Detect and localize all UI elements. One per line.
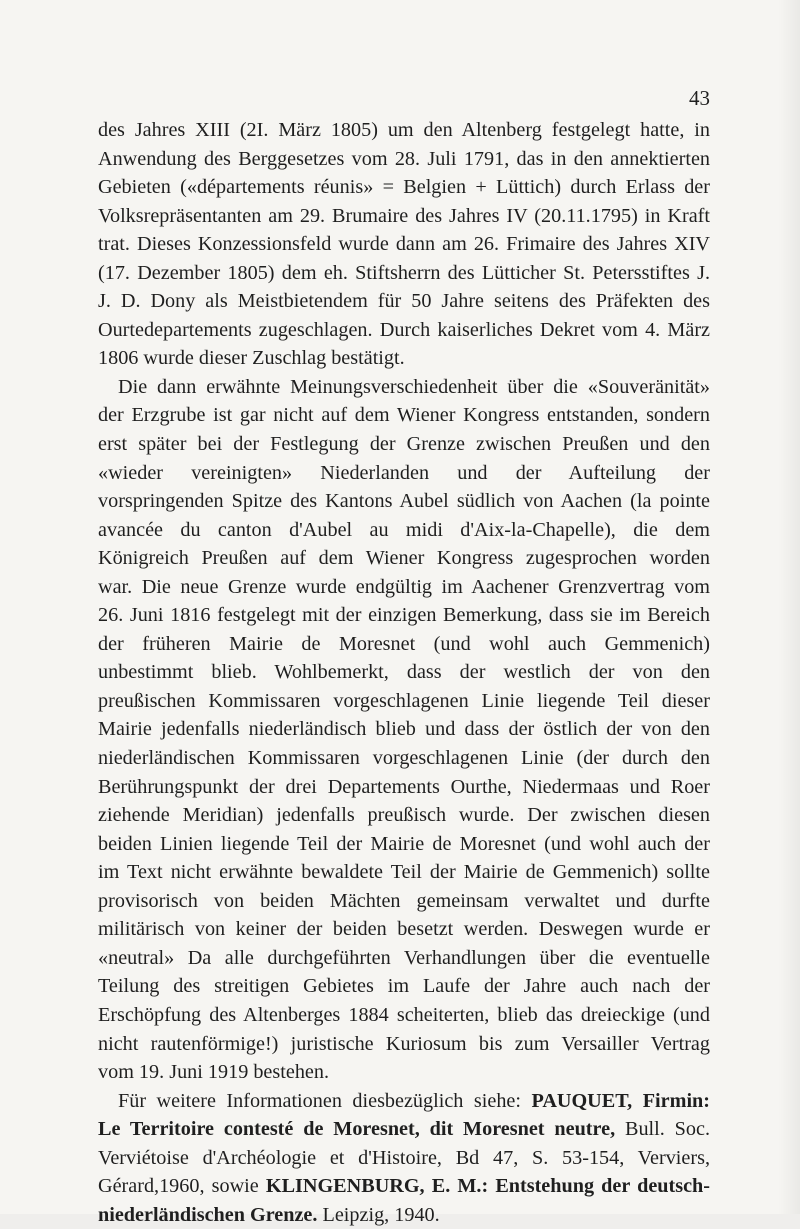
text-line: vom 19. Juni 1919 bestehen. — [98, 1061, 330, 1084]
text-line: (17. Dezember 1805) dem eh. Stiftsherrn des Lütticher St. Petersstiftes J. — [98, 261, 710, 284]
text-line: Berührungspunkt der drei Departements Ourthe, Niedermaas und Roer — [98, 775, 710, 798]
text-line — [98, 1115, 710, 1144]
text-line — [98, 1087, 710, 1116]
reference-publisher: Gérard,1960, sowie — [98, 1175, 266, 1198]
text-line: 26. Juni 1816 festgelegt mit der einzigen Bemerkung, dass sie im Bereich — [98, 604, 710, 627]
text-line: avancée du canton d'Aubel au midi d'Aix-la-Chapelle), die dem — [98, 518, 710, 541]
text-line: der früheren Mairie de Moresnet (und wohl auch Gemmenich) — [98, 632, 710, 655]
text-line: ziehende Meridian) jedenfalls preußisch wurde. Der zwischen diesen — [98, 804, 710, 827]
reference-author: PAUQUET, Firmin: — [531, 1089, 711, 1112]
text-line: provisorisch von beiden Mächten gemeinsam verwaltet und durfte — [98, 889, 710, 912]
text-line: vorspringenden Spitze des Kantons Aubel südlich von Aachen (la pointe — [98, 490, 710, 513]
text-line: Ourtedepartements zugeschlagen. Durch kaiserliches Dekret vom 4. März — [98, 318, 710, 341]
text-line: erst später bei der Festlegung der Grenze zwischen Preußen und den — [98, 433, 710, 456]
text-line: Königreich Preußen auf dem Wiener Kongress zugesprochen worden — [98, 547, 710, 570]
text-line: «wieder vereinigten» Niederlanden und der Aufteilung der — [98, 461, 710, 484]
text-line: trat. Dieses Konzessionsfeld wurde dann am 26. Frimaire des Jahres XIV — [98, 233, 710, 256]
text-line: 1806 wurde dieser Zuschlag bestätigt. — [98, 347, 405, 370]
text-line: Erschöpfung des Altenberges 1884 scheiterten, blieb das dreieckige (und — [98, 1003, 710, 1026]
text-line: war. Die neue Grenze wurde endgültig im Aachener Grenzvertrag vom — [98, 575, 710, 598]
reference-title: Le Territoire contesté de Moresnet, dit Moresnet neutre, — [98, 1118, 616, 1141]
reference-place-year: Leipzig, 1940. — [317, 1203, 440, 1226]
text-line: Gebieten («départements réunis» = Belgien + Lüttich) durch Erlass der — [98, 176, 710, 199]
text-line: niederländischen Kommissaren vorgeschlagenen Linie (der durch den — [98, 747, 710, 770]
text-line: preußischen Kommissaren vorgeschlagenen Linie liegende Teil dieser — [98, 689, 710, 712]
paragraph-3-references — [98, 1087, 710, 1229]
text-line: militärisch von keiner der beiden besetzt werden. Deswegen wurde er — [98, 918, 710, 941]
text-line: Anwendung des Berggesetzes vom 28. Juli 1791, das in den annektierten — [98, 147, 710, 170]
text-line: «neutral» Da alle durchgeführten Verhandlungen über die eventuelle — [98, 946, 710, 969]
text-line — [98, 1201, 710, 1229]
page-number: 43 — [689, 86, 710, 110]
text-line: Die dann erwähnte Meinungsverschiedenheit über die «Souveränität» — [118, 375, 710, 398]
reference-author-2: KLINGENBURG, E. M.: Entstehung der deutsch- — [265, 1175, 710, 1198]
reference-intro: Für weitere Informationen diesbezüglich siehe: — [118, 1089, 532, 1112]
text-line: nicht rautenförmige!) juristische Kuriosum bis zum Versailler Vertrag — [98, 1032, 710, 1055]
reference-journal: Bull. Soc. — [615, 1118, 710, 1141]
reference-title-2: niederländischen Grenze. — [98, 1203, 318, 1226]
body-text — [98, 116, 710, 1229]
text-line: Volksrepräsentanten am 29. Brumaire des Jahres IV (20.11.1795) in Kraft — [98, 204, 710, 227]
text-line: Mairie jedenfalls niederländisch blieb und dass der östlich der von den — [98, 718, 710, 741]
paragraph-2 — [98, 373, 710, 1087]
text-line: J. D. Dony als Meistbietendem für 50 Jahre seitens des Präfekten des — [98, 290, 710, 313]
text-line — [98, 1172, 710, 1201]
text-line: Verviétoise d'Archéologie et d'Histoire, Bd 47, S. 53-154, Verviers, — [98, 1146, 710, 1169]
text-line: beiden Linien liegende Teil der Mairie de Moresnet (und wohl auch der — [98, 832, 710, 855]
text-line: unbestimmt blieb. Wohlbemerkt, dass der westlich der von den — [98, 661, 710, 684]
text-line: des Jahres XIII (2I. März 1805) um den Altenberg festgelegt hatte, in — [98, 119, 710, 141]
text-line: der Erzgrube ist gar nicht auf dem Wiener Kongress entstanden, sondern — [98, 404, 710, 427]
text-line: im Text nicht erwähnte bewaldete Teil der Mairie de Gemmenich) sollte — [98, 861, 710, 884]
paragraph-1 — [98, 116, 710, 373]
text-line: Teilung des streitigen Gebietes im Laufe der Jahre auch nach der — [98, 975, 710, 998]
